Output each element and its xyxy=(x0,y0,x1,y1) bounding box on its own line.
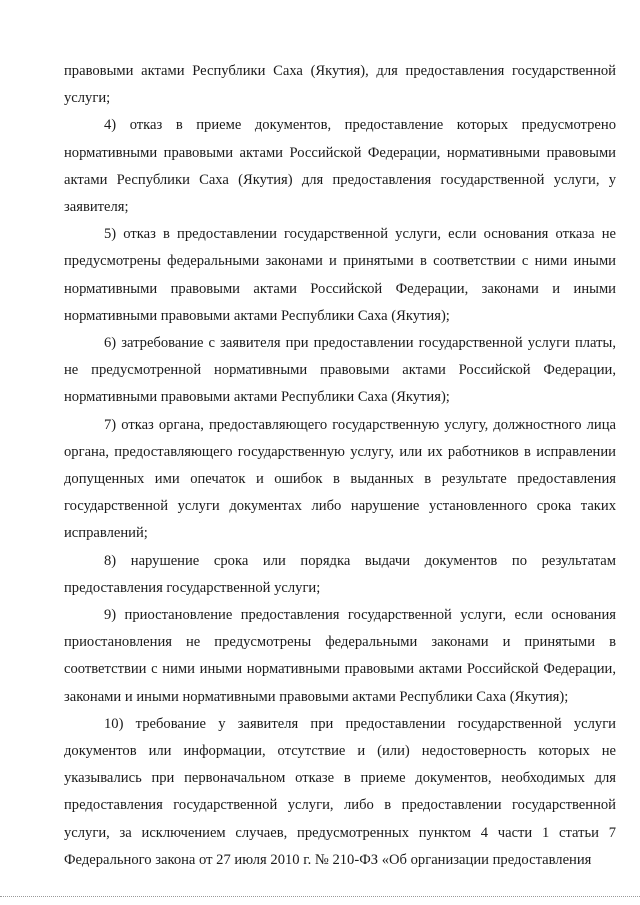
paragraph-item-7: 7) отказ органа, предоставляющего государственную услугу, должностного лица органа, предоставляющего государственную услугу, или их работников в исправлении допущенных ими опечаток и ошибок в выданных в результате предоставления государственной услуги документах либо нарушение установленного срока таких исправлений; xyxy=(64,416,616,542)
page-bottom-divider xyxy=(0,896,640,897)
paragraph-continuation: правовыми актами Республики Саха (Якутия), для предоставления государственной услуги; xyxy=(64,63,616,107)
paragraph-item-5: 5) отказ в предоставлении государственной услуги, если основания отказа не предусмотрены федеральными законами и принятыми в соответствии с ними иными нормативными правовыми актами Российской Федерации, законами и иными нормативными правовыми актами Республики Саха (Якутия); xyxy=(64,226,616,324)
paragraph-item-8: 8) нарушение срока или порядка выдачи документов по результатам предоставления государственной услуги; xyxy=(64,552,616,596)
paragraph-item-4: 4) отказ в приеме документов, предоставление которых предусмотрено нормативными правовыми актами Российской Федерации, нормативными правовыми актами Республики Саха (Якутия) для предоставления государственной услуги, у заявителя; xyxy=(64,117,616,216)
paragraph-item-9: 9) приостановление предоставления государственной услуги, если основания приостановления не предусмотрены федеральными законами и принятыми в соответствии с ними иными нормативными правовыми актами Российской Федерации, законами и иными нормативными правовыми актами Республики Саха (Якутия); xyxy=(64,607,616,705)
paragraph-item-10: 10) требование у заявителя при предоставлении государственной услуги документов или информации, отсутствие и (или) недостоверность которых не указывались при первоначальном отказе в приеме документов, необходимых для предоставления государственной услуги, либо в предоставлении государственной услуги, за исключением случаев, предусмотренных пунктом 4 части 1 статьи 7 Федерального закона от 27 июля 2010 г. № 210-ФЗ «Об организации предоставления xyxy=(64,715,616,868)
paragraph-item-6: 6) затребование с заявителя при предоставлении государственной услуги платы, не предусмотренной нормативными правовыми актами Российской Федерации, нормативными правовыми актами Республики Саха (Якутия); xyxy=(64,335,616,406)
